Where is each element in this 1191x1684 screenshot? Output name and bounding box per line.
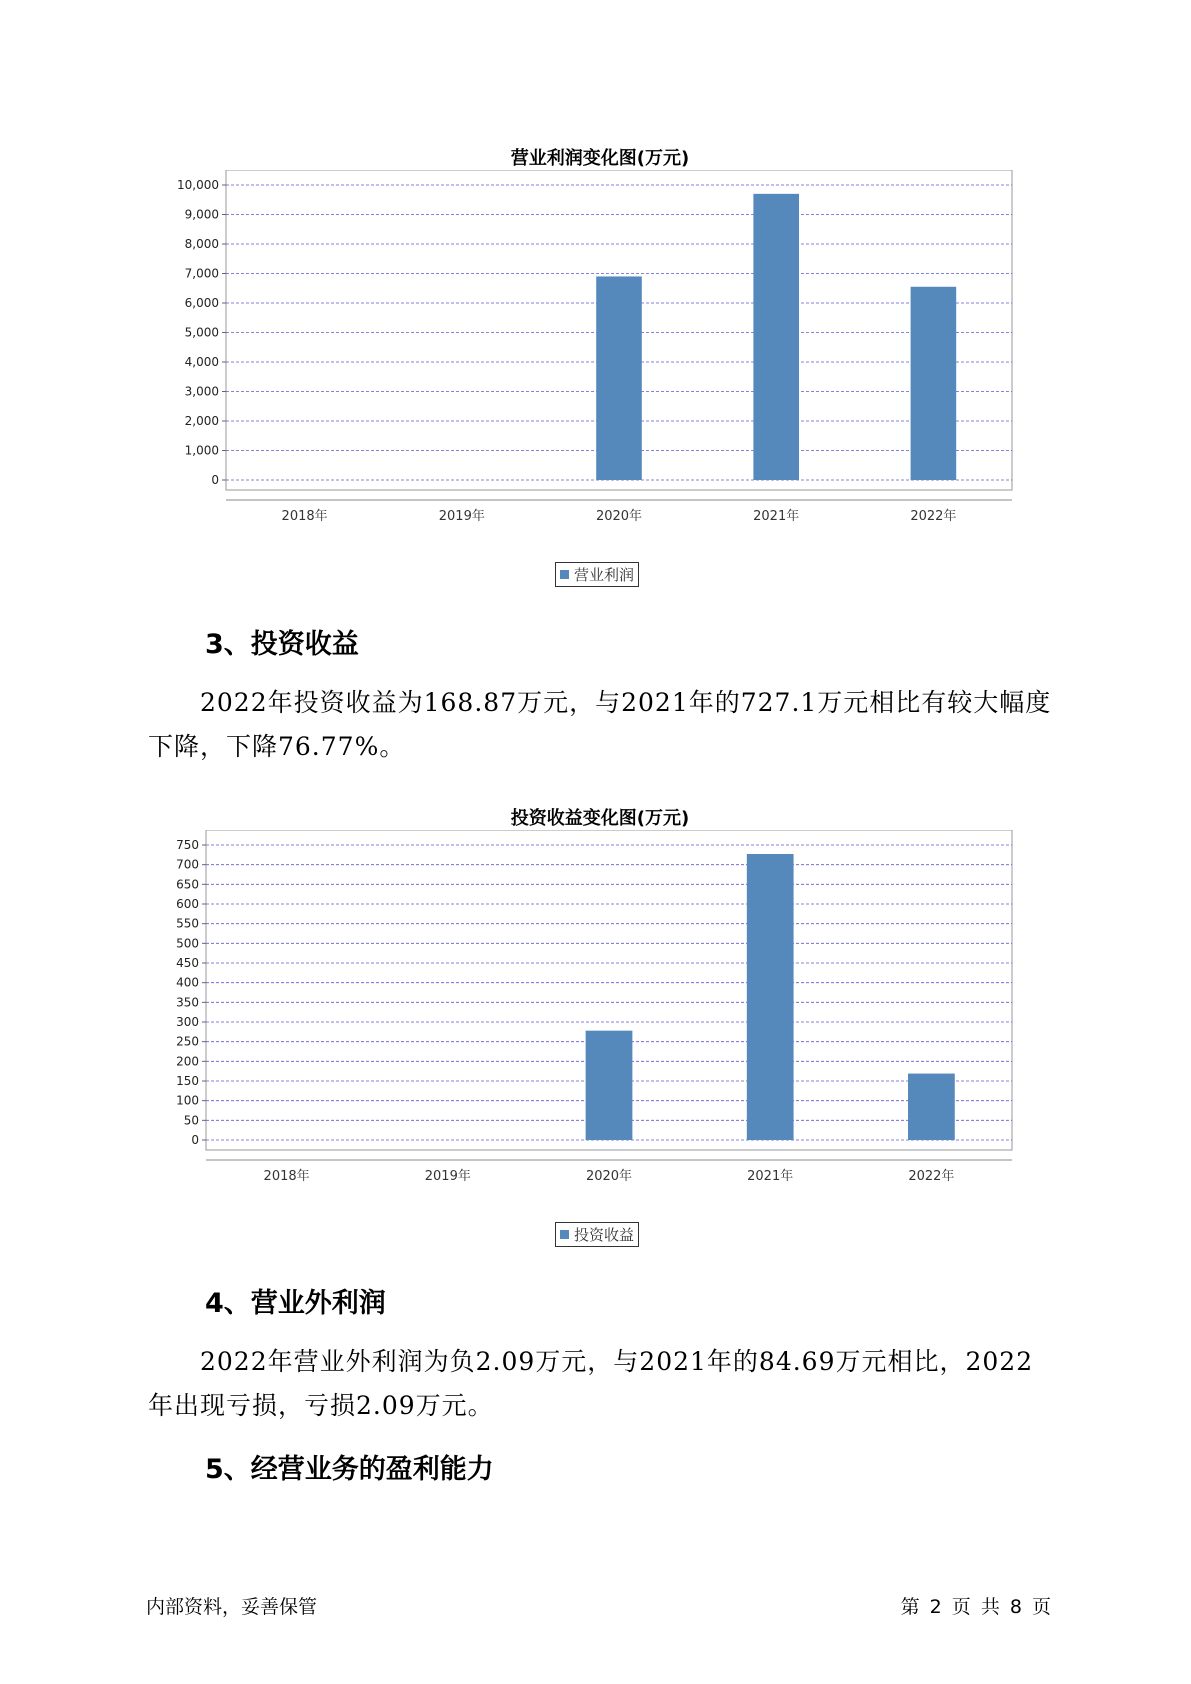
y-tick-label: 500: [176, 936, 199, 951]
chart-legend: [555, 1222, 639, 1247]
paragraph-text: 2022年营业外利润为负2.09万元，与2021年的84.69万元相比，2022年出现亏损，亏损2.09万元。: [148, 1347, 1034, 1420]
y-tick-label: 250: [176, 1034, 199, 1049]
y-tick-label: 7,000: [184, 266, 219, 281]
x-tick-label: 2019年: [424, 1169, 471, 1184]
x-tick-label: 2018年: [263, 1169, 310, 1184]
bar-2022年: [911, 287, 957, 480]
y-tick-label: 50: [183, 1113, 199, 1128]
x-tick-label: 2018年: [281, 509, 328, 524]
bar-2021年: [753, 194, 799, 480]
y-tick-label: 350: [176, 995, 199, 1010]
y-tick-label: 6,000: [184, 296, 219, 310]
legend-label: 营业利润: [574, 566, 635, 584]
y-tick-label: 4,000: [184, 355, 219, 369]
section-heading-investment-income: 3、投资收益: [205, 629, 359, 660]
chart-legend: [555, 562, 639, 587]
y-tick-label: 0: [211, 473, 219, 487]
y-tick-label: 9,000: [184, 207, 219, 222]
x-tick-label: 2022年: [910, 509, 957, 524]
x-tick-label: 2021年: [753, 509, 800, 524]
y-tick-label: 150: [176, 1074, 199, 1088]
y-tick-label: 300: [176, 1015, 199, 1029]
x-tick-label: 2020年: [585, 1169, 633, 1184]
y-tick-label: 650: [176, 877, 199, 892]
paragraph-non-operating-profit: [148, 1340, 1058, 1428]
bar-2022年: [908, 1074, 955, 1140]
y-tick-label: 100: [176, 1093, 199, 1108]
x-tick-label: 2020年: [595, 509, 643, 524]
y-tick-label: 5,000: [184, 325, 219, 340]
legend-label: 投资收益: [574, 1226, 635, 1244]
y-tick-label: 450: [176, 956, 199, 970]
paragraph-investment-income: [148, 681, 1058, 769]
y-tick-label: 3,000: [184, 384, 219, 399]
x-tick-label: 2021年: [747, 1169, 794, 1184]
legend-swatch: [560, 1230, 569, 1239]
investment-income-chart: [160, 800, 1040, 1260]
y-tick-label: 700: [176, 857, 199, 872]
x-tick-label: 2022年: [908, 1169, 955, 1184]
legend-swatch: [560, 570, 569, 579]
y-tick-label: 0: [191, 1133, 199, 1147]
y-tick-label: 750: [176, 838, 199, 852]
y-tick-label: 400: [176, 975, 199, 990]
y-tick-label: 2,000: [184, 414, 219, 428]
operating-profit-chart: [160, 140, 1040, 600]
chart-title: 投资收益变化图(万元): [510, 808, 690, 829]
y-tick-label: 200: [176, 1054, 199, 1069]
bar-2021年: [747, 854, 794, 1140]
section-heading-non-operating-profit: 4、营业外利润: [205, 1288, 386, 1319]
chart-plot: [160, 830, 1040, 1230]
y-tick-label: 10,000: [177, 178, 219, 192]
paragraph-text: 2022年投资收益为168.87万元，与2021年的727.1万元相比有较大幅度下降，下降76.77%。: [148, 688, 1052, 761]
bar-2020年: [596, 276, 642, 480]
x-tick-label: 2019年: [438, 509, 485, 524]
bar-2020年: [586, 1031, 633, 1140]
footer-confidential: 内部资料，妥善保管: [146, 1596, 318, 1618]
chart-title: 营业利润变化图(万元): [510, 148, 690, 169]
footer-page-number: 第 2 页 共 8 页: [900, 1596, 1051, 1618]
y-tick-label: 8,000: [184, 237, 219, 251]
y-tick-label: 600: [176, 897, 199, 911]
y-tick-label: 550: [176, 916, 199, 931]
chart-plot: [160, 170, 1040, 570]
section-heading-operating-profitability: 5、经营业务的盈利能力: [205, 1454, 494, 1485]
y-tick-label: 1,000: [184, 443, 219, 458]
